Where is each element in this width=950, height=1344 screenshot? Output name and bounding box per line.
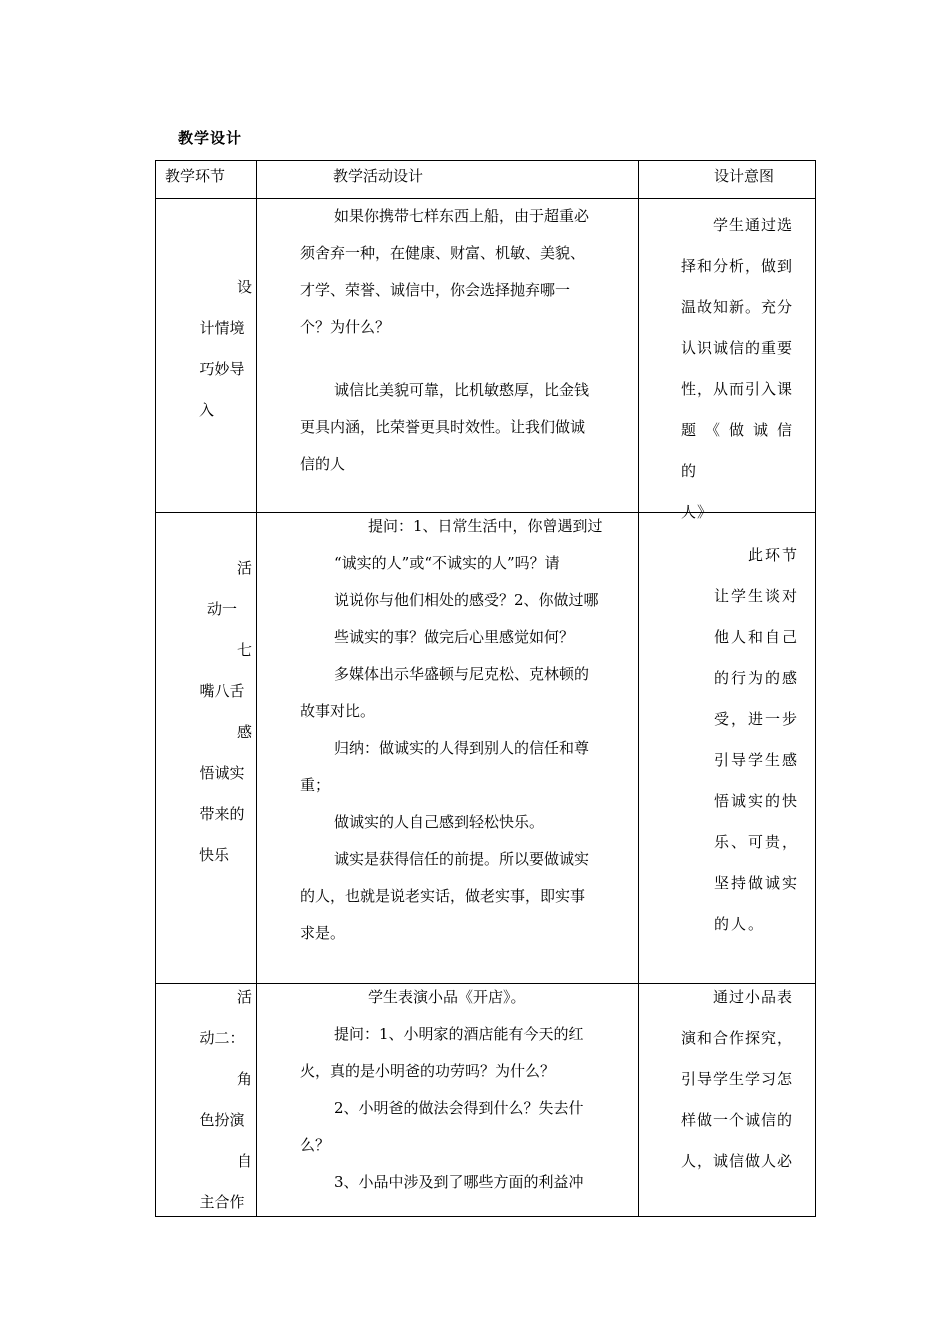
row2-stage-line: 感 bbox=[236, 723, 252, 741]
row3-stage-line: 活 bbox=[236, 988, 252, 1006]
table-border-left bbox=[155, 160, 156, 1217]
header-teaching-stage: 教学环节 bbox=[165, 167, 226, 185]
row3-intent-line: 引导学生学习怎 bbox=[681, 1070, 794, 1088]
row2-activity-line: “诚实的人”或“不诚实的人”吗？请 bbox=[334, 554, 560, 572]
row2-activity bbox=[300, 508, 634, 952]
row2-activity-line: 提问：1、日常生活中，你曾遇到过 bbox=[368, 517, 603, 535]
row3-stage-line: 动二： bbox=[199, 1029, 245, 1047]
row1-activity-line: 更具内涵，比荣誉更具时效性。让我们做诚 bbox=[300, 418, 586, 436]
row1-stage bbox=[192, 267, 252, 431]
row1-intent-line: 性，从而引入课 bbox=[681, 380, 794, 398]
row1-intent bbox=[681, 205, 807, 533]
table-border-right bbox=[815, 160, 816, 1217]
row2-activity-line: 说说你与他们相处的感受？2、你做过哪 bbox=[334, 591, 599, 609]
row2-stage-line: 活 bbox=[236, 559, 252, 577]
row2-intent-line: 他人和自己 bbox=[714, 628, 800, 646]
row2-activity-line: 归纳：做诚实的人得到别人的信任和尊 bbox=[334, 739, 590, 757]
row2-activity-line: 诚实是获得信任的前提。所以要做诚实 bbox=[334, 850, 590, 868]
row1-activity-line: 诚信比美貌可靠，比机敏憨厚，比金钱 bbox=[334, 381, 590, 399]
row2-intent-line: 受，进一步 bbox=[714, 710, 800, 728]
row2-stage-line: 悟诚实 bbox=[199, 764, 245, 782]
row3-activity-line: 学生表演小品《开店》。 bbox=[368, 988, 526, 1006]
row3-activity-line: 么？ bbox=[300, 1136, 331, 1154]
row1-stage-line: 计情境 bbox=[199, 319, 245, 337]
row3-intent-line: 样做一个诚信的 bbox=[681, 1111, 794, 1129]
row2-intent-line: 此环节 bbox=[748, 546, 800, 564]
row2-stage-line: 快乐 bbox=[199, 846, 230, 864]
row2-intent-line: 的人。 bbox=[714, 915, 766, 933]
row2-stage-line: 七 bbox=[236, 641, 252, 659]
row2-activity-line: 多媒体出示华盛顿与尼克松、克林顿的 bbox=[334, 665, 590, 683]
row3-stage-line: 主合作 bbox=[199, 1193, 245, 1211]
row1-intent-line: 温故知新。充分 bbox=[681, 298, 794, 316]
row3-stage-line: 角 bbox=[236, 1070, 252, 1088]
table-column-divider-2 bbox=[638, 160, 639, 1217]
row3-stage-line: 色扮演 bbox=[199, 1111, 245, 1129]
row3-intent bbox=[681, 977, 807, 1182]
row1-intent-line: 学生通过选 bbox=[713, 216, 794, 234]
row1-intent-line: 认识诚信的重要 bbox=[681, 339, 794, 357]
table-border-bottom bbox=[155, 1216, 816, 1217]
row3-activity-line: 3、小品中涉及到了哪些方面的利益冲 bbox=[334, 1173, 584, 1191]
row3-activity-line: 提问：1、小明家的酒店能有今天的红 bbox=[334, 1025, 584, 1043]
header-activity-design: 教学活动设计 bbox=[333, 167, 424, 185]
row2-activity-line: 重； bbox=[300, 776, 331, 794]
row3-activity bbox=[300, 979, 634, 1201]
row2-activity-line: 做诚实的人自己感到轻松快乐。 bbox=[334, 813, 545, 831]
row3-activity-line: 火，真的是小明爸的功劳吗？为什么？ bbox=[300, 1062, 556, 1080]
row1-activity-line: 须舍弃一种，在健康、财富、机敏、美貌、 bbox=[300, 244, 586, 262]
row2-stage bbox=[192, 548, 252, 876]
table-border-top bbox=[155, 160, 816, 161]
row1-activity-line: 才学、荣誉、诚信中，你会选择抛弃哪一 bbox=[300, 281, 571, 299]
row2-intent-line: 悟诚实的快 bbox=[714, 792, 800, 810]
row1-intent-line: 择和分析，做到 bbox=[681, 257, 794, 275]
header-design-intent: 设计意图 bbox=[714, 167, 775, 185]
row2-intent-line: 乐、可贵， bbox=[714, 833, 800, 851]
row2-intent-line: 坚持做诚实 bbox=[714, 874, 800, 892]
row1-stage-line: 巧妙导 bbox=[199, 360, 245, 378]
row3-intent-line: 演和合作探究， bbox=[681, 1029, 794, 1047]
row3-intent-line: 人，诚信做人必 bbox=[681, 1152, 794, 1170]
row1-stage-line: 设 bbox=[236, 278, 252, 296]
row2-intent-line: 的行为的感 bbox=[714, 669, 800, 687]
row1-activity-line: 个？为什么？ bbox=[300, 318, 391, 336]
row2-activity-line: 求是。 bbox=[300, 924, 346, 942]
row3-intent-line: 通过小品表 bbox=[713, 988, 794, 1006]
row1-intent-line: 人》 bbox=[681, 503, 714, 521]
row2-stage-line: 带来的 bbox=[199, 805, 245, 823]
row1-intent-line: 题《做诚信的 bbox=[681, 421, 802, 480]
row2-stage-line: 嘴八舌 bbox=[199, 682, 245, 700]
row2-intent-line: 让学生谈对 bbox=[714, 587, 800, 605]
row1-activity-line: 如果你携带七样东西上船，由于超重必 bbox=[334, 207, 590, 225]
row1-activity-line: 信的人 bbox=[300, 455, 346, 473]
row3-stage bbox=[192, 977, 252, 1223]
table-column-divider-1 bbox=[256, 160, 257, 1217]
row3-stage-line: 自 bbox=[236, 1152, 252, 1170]
row2-activity-line: 故事对比。 bbox=[300, 702, 376, 720]
row2-intent-line: 引导学生感 bbox=[714, 751, 800, 769]
document-title: 教学设计 bbox=[178, 129, 243, 147]
row1-activity bbox=[300, 198, 630, 483]
row1-stage-line: 入 bbox=[199, 401, 215, 419]
row3-activity-line: 2、小明爸的做法会得到什么？失去什 bbox=[334, 1099, 584, 1117]
row2-activity-line: 些诚实的事？做完后心里感觉如何？ bbox=[334, 628, 575, 646]
row2-intent bbox=[714, 535, 809, 945]
row2-stage-line: 动一 bbox=[206, 600, 237, 618]
row2-activity-line: 的人，也就是说老实话，做老实事，即实事 bbox=[300, 887, 586, 905]
